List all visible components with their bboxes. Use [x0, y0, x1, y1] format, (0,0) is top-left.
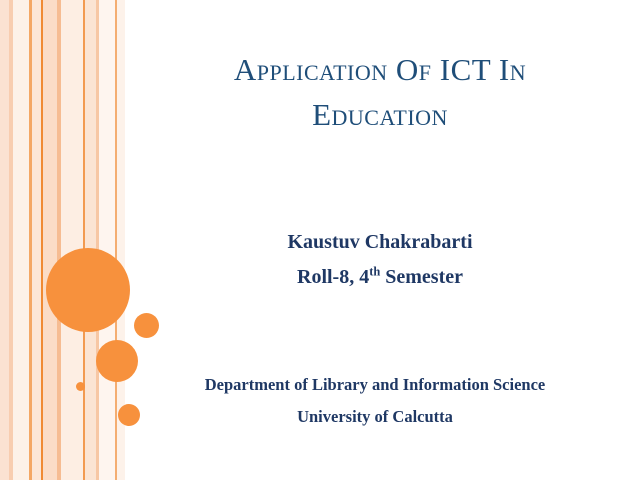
- slide-title-line-1: Application Of ICT In: [233, 52, 527, 87]
- semester-label: Semester: [380, 266, 463, 288]
- slide-title: [130, 48, 630, 138]
- university-name: University of Calcutta: [297, 407, 453, 427]
- slide-title-line-2: Education: [312, 96, 448, 132]
- decorative-stripe: [32, 0, 41, 480]
- affiliation-block: [120, 369, 630, 433]
- decorative-circle-large: [46, 248, 130, 332]
- decorative-stripe: [99, 0, 115, 480]
- decorative-circle-small: [134, 313, 159, 338]
- author-name: Kaustuv Chakrabarti: [287, 231, 473, 253]
- decorative-circle-tiny: [76, 382, 85, 391]
- roll-ordinal-suffix: th: [369, 264, 381, 279]
- decorative-stripe: [0, 0, 9, 480]
- author-roll-semester: [130, 260, 630, 295]
- decorative-stripe: [61, 0, 83, 480]
- decorative-stripe: [43, 0, 57, 480]
- decorative-stripe-band: [0, 0, 130, 480]
- department-name: Department of Library and Information Science: [204, 375, 546, 394]
- author-block: [130, 225, 630, 295]
- roll-prefix: Roll-8, 4: [297, 266, 370, 288]
- decorative-stripe: [85, 0, 96, 480]
- decorative-stripe: [13, 0, 29, 480]
